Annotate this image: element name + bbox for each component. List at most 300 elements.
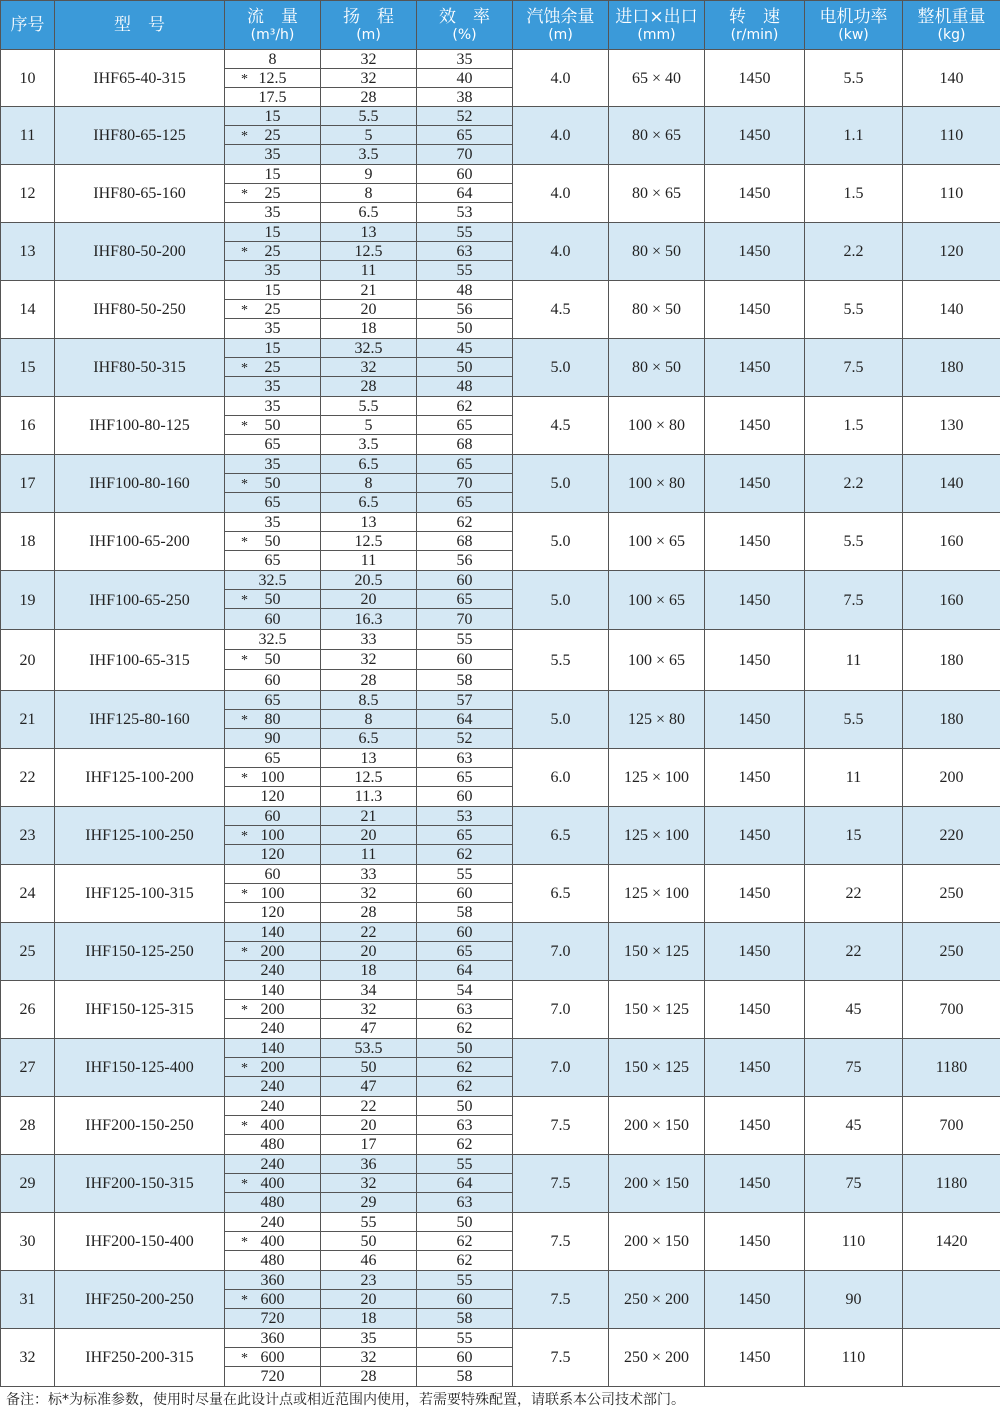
motor-power-cell: 5.5 <box>805 50 903 107</box>
flow-value: 240 <box>260 1213 285 1231</box>
inlet-outlet-cell: 100 × 65 <box>609 513 705 571</box>
flow-cell <box>225 358 321 377</box>
efficiency-cell: 64 <box>417 710 513 729</box>
head-cell: 20 <box>321 1116 417 1135</box>
efficiency-cell: 45 <box>417 339 513 358</box>
flow-cell <box>225 609 321 630</box>
efficiency-cell: 52 <box>417 107 513 126</box>
efficiency-cell: 56 <box>417 300 513 319</box>
head-cell: 20 <box>321 590 417 609</box>
efficiency-cell: 62 <box>417 1077 513 1097</box>
inlet-outlet-cell: 200 × 150 <box>609 1155 705 1213</box>
model-cell: IHF100-65-250 <box>55 571 225 630</box>
header-weight-unit: (kg) <box>937 26 966 43</box>
flow-value: 200 <box>260 1058 285 1076</box>
motor-power-cell: 1.5 <box>805 397 903 455</box>
table-row <box>1 865 1000 884</box>
flow-cell <box>225 281 321 300</box>
head-cell: 55 <box>321 1213 417 1232</box>
weight-cell: 140 <box>903 455 1000 513</box>
efficiency-cell: 55 <box>417 1155 513 1174</box>
table-row <box>1 281 1000 300</box>
flow-cell <box>225 961 321 981</box>
model-cell: IHF250-200-315 <box>55 1329 225 1387</box>
head-cell: 32 <box>321 69 417 88</box>
header-inlet-outlet-unit: (mm) <box>637 26 676 43</box>
header-row <box>1 1 1000 50</box>
efficiency-cell: 65 <box>417 455 513 474</box>
npsh-cell: 5.0 <box>513 455 609 513</box>
flow-value: 240 <box>260 1078 285 1095</box>
table-row <box>1 981 1000 1000</box>
efficiency-cell: 40 <box>417 69 513 88</box>
header-weight <box>903 1 1000 50</box>
head-cell: 5 <box>321 416 417 435</box>
speed-cell: 1450 <box>705 513 805 571</box>
npsh-cell: 7.5 <box>513 1271 609 1329</box>
model-cell: IHF100-65-200 <box>55 513 225 571</box>
model-cell: IHF150-125-315 <box>55 981 225 1039</box>
efficiency-cell: 60 <box>417 1290 513 1309</box>
flow-cell <box>225 184 321 203</box>
flow-value: 25 <box>264 358 281 376</box>
flow-value: 140 <box>260 1039 285 1057</box>
inlet-outlet-cell: 250 × 200 <box>609 1329 705 1387</box>
row-number: 11 <box>1 107 55 165</box>
head-cell: 20.5 <box>321 571 417 590</box>
weight-cell: 120 <box>903 223 1000 281</box>
table-row <box>1 630 1000 650</box>
standard-point-marker: * <box>241 1061 248 1076</box>
head-cell: 22 <box>321 923 417 942</box>
efficiency-cell: 50 <box>417 1213 513 1232</box>
flow-cell <box>225 319 321 339</box>
header-npsh-label: 汽蚀余量 <box>526 6 595 27</box>
speed-cell: 1450 <box>705 630 805 691</box>
efficiency-cell: 62 <box>417 513 513 532</box>
weight-cell: 130 <box>903 397 1000 455</box>
flow-cell <box>225 650 321 670</box>
npsh-cell: 7.5 <box>513 1213 609 1271</box>
flow-cell <box>225 1309 321 1329</box>
inlet-outlet-cell: 80 × 50 <box>609 223 705 281</box>
row-number: 30 <box>1 1213 55 1271</box>
flow-value: 200 <box>260 942 285 960</box>
motor-power-cell: 45 <box>805 981 903 1039</box>
head-cell: 16.3 <box>321 609 417 630</box>
motor-power-cell: 110 <box>805 1329 903 1387</box>
header-npsh-unit: (m) <box>548 26 573 43</box>
head-cell: 20 <box>321 942 417 961</box>
table-row <box>1 223 1000 242</box>
head-cell: 13 <box>321 223 417 242</box>
header-efficiency-label: 效 率 <box>439 6 490 27</box>
model-cell: IHF80-50-200 <box>55 223 225 281</box>
flow-cell <box>225 1058 321 1077</box>
speed-cell: 1450 <box>705 865 805 923</box>
head-cell: 5.5 <box>321 397 417 416</box>
motor-power-cell: 110 <box>805 1213 903 1271</box>
flow-cell <box>225 807 321 826</box>
flow-cell <box>225 435 321 455</box>
flow-cell <box>225 223 321 242</box>
flow-value: 400 <box>260 1174 285 1192</box>
row-number: 10 <box>1 50 55 107</box>
efficiency-cell: 62 <box>417 1251 513 1271</box>
flow-value: 25 <box>264 300 281 318</box>
flow-value: 60 <box>264 610 281 628</box>
inlet-outlet-cell: 250 × 200 <box>609 1271 705 1329</box>
efficiency-cell: 68 <box>417 532 513 551</box>
header-flow <box>225 1 321 50</box>
flow-value: 35 <box>264 262 281 279</box>
motor-power-cell: 90 <box>805 1271 903 1329</box>
head-cell: 11 <box>321 551 417 571</box>
standard-point-marker: * <box>241 1003 248 1018</box>
flow-value: 35 <box>264 204 281 221</box>
flow-cell <box>225 826 321 845</box>
table-row <box>1 455 1000 474</box>
speed-cell: 1450 <box>705 1329 805 1387</box>
head-cell: 6.5 <box>321 729 417 749</box>
head-cell: 18 <box>321 1309 417 1329</box>
head-cell: 6.5 <box>321 455 417 474</box>
weight-cell <box>903 1271 1000 1329</box>
weight-cell: 180 <box>903 339 1000 397</box>
weight-cell: 200 <box>903 749 1000 807</box>
head-cell: 3.5 <box>321 435 417 455</box>
head-cell: 32 <box>321 1174 417 1193</box>
standard-point-marker: * <box>241 1119 248 1134</box>
efficiency-cell: 52 <box>417 729 513 749</box>
flow-value: 50 <box>264 416 281 434</box>
flow-value: 25 <box>264 184 281 202</box>
row-number: 20 <box>1 630 55 691</box>
flow-cell <box>225 532 321 551</box>
inlet-outlet-cell: 150 × 125 <box>609 981 705 1039</box>
efficiency-cell: 63 <box>417 242 513 261</box>
model-cell: IHF100-80-160 <box>55 455 225 513</box>
flow-value: 80 <box>264 710 281 728</box>
inlet-outlet-cell: 125 × 100 <box>609 865 705 923</box>
model-cell: IHF150-125-250 <box>55 923 225 981</box>
motor-power-cell: 5.5 <box>805 281 903 339</box>
flow-value: 100 <box>260 884 285 902</box>
weight-cell: 180 <box>903 630 1000 691</box>
flow-cell <box>225 1039 321 1058</box>
model-cell: IHF80-65-160 <box>55 165 225 223</box>
weight-cell: 1420 <box>903 1213 1000 1271</box>
flow-value: 12.5 <box>258 69 287 87</box>
row-number: 29 <box>1 1155 55 1213</box>
standard-point-marker: * <box>241 129 248 144</box>
flow-cell <box>225 884 321 903</box>
flow-value: 240 <box>260 1097 285 1115</box>
header-npsh <box>513 1 609 50</box>
table-row <box>1 107 1000 126</box>
flow-value: 480 <box>260 1252 285 1269</box>
flow-value: 120 <box>260 846 285 863</box>
inlet-outlet-cell: 125 × 100 <box>609 749 705 807</box>
efficiency-cell: 64 <box>417 1174 513 1193</box>
flow-cell <box>225 1097 321 1116</box>
flow-cell <box>225 1329 321 1348</box>
row-number: 31 <box>1 1271 55 1329</box>
flow-cell <box>225 50 321 69</box>
efficiency-cell: 38 <box>417 88 513 107</box>
efficiency-cell: 60 <box>417 923 513 942</box>
npsh-cell: 4.0 <box>513 107 609 165</box>
speed-cell: 1450 <box>705 981 805 1039</box>
flow-cell <box>225 1251 321 1271</box>
efficiency-cell: 64 <box>417 184 513 203</box>
table-row <box>1 1039 1000 1058</box>
head-cell: 35 <box>321 1329 417 1348</box>
flow-cell <box>225 1155 321 1174</box>
table-row <box>1 513 1000 532</box>
header-model-label: 型 号 <box>114 15 165 35</box>
efficiency-cell: 62 <box>417 1019 513 1039</box>
weight-cell: 140 <box>903 281 1000 339</box>
efficiency-cell: 58 <box>417 670 513 691</box>
head-cell: 21 <box>321 807 417 826</box>
speed-cell: 1450 <box>705 749 805 807</box>
model-cell: IHF100-80-125 <box>55 397 225 455</box>
flow-value: 50 <box>264 651 281 668</box>
speed-cell: 1450 <box>705 1097 805 1155</box>
efficiency-cell: 60 <box>417 571 513 590</box>
flow-value: 60 <box>264 671 281 689</box>
efficiency-cell: 65 <box>417 126 513 145</box>
flow-cell <box>225 1174 321 1193</box>
efficiency-cell: 55 <box>417 1329 513 1348</box>
head-cell: 21 <box>321 281 417 300</box>
npsh-cell: 5.0 <box>513 571 609 630</box>
flow-value: 400 <box>260 1116 285 1134</box>
flow-value: 140 <box>260 923 285 941</box>
speed-cell: 1450 <box>705 455 805 513</box>
flow-value: 90 <box>264 730 281 747</box>
efficiency-cell: 62 <box>417 397 513 416</box>
head-cell: 28 <box>321 1367 417 1387</box>
head-cell: 34 <box>321 981 417 1000</box>
head-cell: 8.5 <box>321 691 417 710</box>
head-cell: 50 <box>321 1232 417 1251</box>
head-cell: 9 <box>321 165 417 184</box>
flow-value: 35 <box>264 455 281 473</box>
standard-point-marker: * <box>241 477 248 492</box>
table-row <box>1 807 1000 826</box>
flow-cell <box>225 339 321 358</box>
npsh-cell: 4.5 <box>513 281 609 339</box>
inlet-outlet-cell: 80 × 50 <box>609 339 705 397</box>
efficiency-cell: 56 <box>417 551 513 571</box>
head-cell: 23 <box>321 1271 417 1290</box>
efficiency-cell: 55 <box>417 223 513 242</box>
efficiency-cell: 65 <box>417 590 513 609</box>
row-number: 14 <box>1 281 55 339</box>
header-inlet-outlet <box>609 1 705 50</box>
head-cell: 36 <box>321 1155 417 1174</box>
efficiency-cell: 70 <box>417 474 513 493</box>
standard-point-marker: * <box>241 713 248 728</box>
flow-cell <box>225 1348 321 1367</box>
row-number: 17 <box>1 455 55 513</box>
model-cell: IHF150-125-400 <box>55 1039 225 1097</box>
standard-point-marker: * <box>241 419 248 434</box>
inlet-outlet-cell: 100 × 80 <box>609 397 705 455</box>
flow-cell <box>225 455 321 474</box>
flow-cell <box>225 1213 321 1232</box>
table-row <box>1 1097 1000 1116</box>
npsh-cell: 7.5 <box>513 1329 609 1387</box>
flow-cell <box>225 630 321 650</box>
efficiency-cell: 62 <box>417 845 513 865</box>
head-cell: 50 <box>321 1058 417 1077</box>
motor-power-cell: 1.5 <box>805 165 903 223</box>
efficiency-cell: 65 <box>417 493 513 513</box>
head-cell: 29 <box>321 1193 417 1213</box>
efficiency-cell: 60 <box>417 165 513 184</box>
table-row <box>1 691 1000 710</box>
efficiency-cell: 50 <box>417 1039 513 1058</box>
table-row <box>1 397 1000 416</box>
flow-cell <box>225 865 321 884</box>
npsh-cell: 5.0 <box>513 339 609 397</box>
head-cell: 47 <box>321 1019 417 1039</box>
inlet-outlet-cell: 100 × 65 <box>609 630 705 691</box>
header-flow-unit: (m³/h) <box>250 26 295 43</box>
head-cell: 8 <box>321 474 417 493</box>
flow-value: 720 <box>260 1368 285 1385</box>
head-cell: 5 <box>321 126 417 145</box>
efficiency-cell: 48 <box>417 281 513 300</box>
weight-cell: 1180 <box>903 1039 1000 1097</box>
flow-cell <box>225 513 321 532</box>
flow-value: 240 <box>260 962 285 979</box>
header-no <box>1 1 55 50</box>
motor-power-cell: 2.2 <box>805 223 903 281</box>
motor-power-cell: 22 <box>805 865 903 923</box>
header-speed-label: 转 速 <box>729 6 780 27</box>
row-number: 12 <box>1 165 55 223</box>
speed-cell: 1450 <box>705 339 805 397</box>
head-cell: 28 <box>321 903 417 923</box>
flow-value: 35 <box>264 397 281 415</box>
npsh-cell: 6.5 <box>513 865 609 923</box>
model-cell: IHF125-100-200 <box>55 749 225 807</box>
head-cell: 32.5 <box>321 339 417 358</box>
speed-cell: 1450 <box>705 397 805 455</box>
table-row <box>1 1155 1000 1174</box>
flow-cell <box>225 69 321 88</box>
flow-value: 100 <box>260 826 285 844</box>
model-cell: IHF125-100-250 <box>55 807 225 865</box>
flow-value: 15 <box>264 281 281 299</box>
flow-value: 35 <box>264 513 281 531</box>
flow-value: 120 <box>260 788 285 805</box>
head-cell: 32 <box>321 50 417 69</box>
flow-cell <box>225 691 321 710</box>
header-speed-unit: (r/min) <box>730 26 779 43</box>
header-speed <box>705 1 805 50</box>
motor-power-cell: 22 <box>805 923 903 981</box>
model-cell: IHF80-65-125 <box>55 107 225 165</box>
flow-cell <box>225 88 321 107</box>
efficiency-cell: 70 <box>417 609 513 630</box>
row-number: 28 <box>1 1097 55 1155</box>
efficiency-cell: 62 <box>417 1232 513 1251</box>
standard-point-marker: * <box>241 771 248 786</box>
flow-cell <box>225 551 321 571</box>
row-number: 21 <box>1 691 55 749</box>
flow-cell <box>225 571 321 590</box>
flow-cell <box>225 165 321 184</box>
standard-point-marker: * <box>241 1235 248 1250</box>
efficiency-cell: 60 <box>417 1348 513 1367</box>
speed-cell: 1450 <box>705 223 805 281</box>
head-cell: 3.5 <box>321 145 417 165</box>
row-number: 13 <box>1 223 55 281</box>
inlet-outlet-cell: 80 × 65 <box>609 165 705 223</box>
head-cell: 18 <box>321 319 417 339</box>
efficiency-cell: 65 <box>417 826 513 845</box>
standard-point-marker: * <box>241 187 248 202</box>
model-cell: IHF125-100-315 <box>55 865 225 923</box>
flow-cell <box>225 787 321 807</box>
flow-cell <box>225 1271 321 1290</box>
flow-value: 32.5 <box>258 631 287 648</box>
flow-cell <box>225 145 321 165</box>
efficiency-cell: 68 <box>417 435 513 455</box>
flow-cell <box>225 1232 321 1251</box>
flow-value: 35 <box>264 320 281 337</box>
flow-cell <box>225 1367 321 1387</box>
head-cell: 20 <box>321 1290 417 1309</box>
flow-value: 100 <box>260 768 285 786</box>
inlet-outlet-cell: 100 × 80 <box>609 455 705 513</box>
inlet-outlet-cell: 65 × 40 <box>609 50 705 107</box>
motor-power-cell: 7.5 <box>805 339 903 397</box>
flow-cell <box>225 1019 321 1039</box>
efficiency-cell: 50 <box>417 358 513 377</box>
flow-cell <box>225 300 321 319</box>
efficiency-cell: 35 <box>417 50 513 69</box>
table-row <box>1 571 1000 590</box>
standard-point-marker: * <box>241 1177 248 1192</box>
speed-cell: 1450 <box>705 107 805 165</box>
efficiency-cell: 50 <box>417 1097 513 1116</box>
flow-cell <box>225 942 321 961</box>
head-cell: 11.3 <box>321 787 417 807</box>
head-cell: 32 <box>321 358 417 377</box>
motor-power-cell: 2.2 <box>805 455 903 513</box>
flow-value: 15 <box>264 107 281 125</box>
flow-cell <box>225 670 321 691</box>
head-cell: 22 <box>321 1097 417 1116</box>
standard-point-marker: * <box>241 653 248 668</box>
head-cell: 6.5 <box>321 493 417 513</box>
weight-cell: 220 <box>903 807 1000 865</box>
weight-cell: 700 <box>903 1097 1000 1155</box>
flow-value: 35 <box>264 146 281 163</box>
inlet-outlet-cell: 200 × 150 <box>609 1213 705 1271</box>
motor-power-cell: 75 <box>805 1155 903 1213</box>
model-cell: IHF80-50-315 <box>55 339 225 397</box>
model-cell: IHF125-80-160 <box>55 691 225 749</box>
flow-cell <box>225 261 321 281</box>
standard-point-marker: * <box>241 245 248 260</box>
